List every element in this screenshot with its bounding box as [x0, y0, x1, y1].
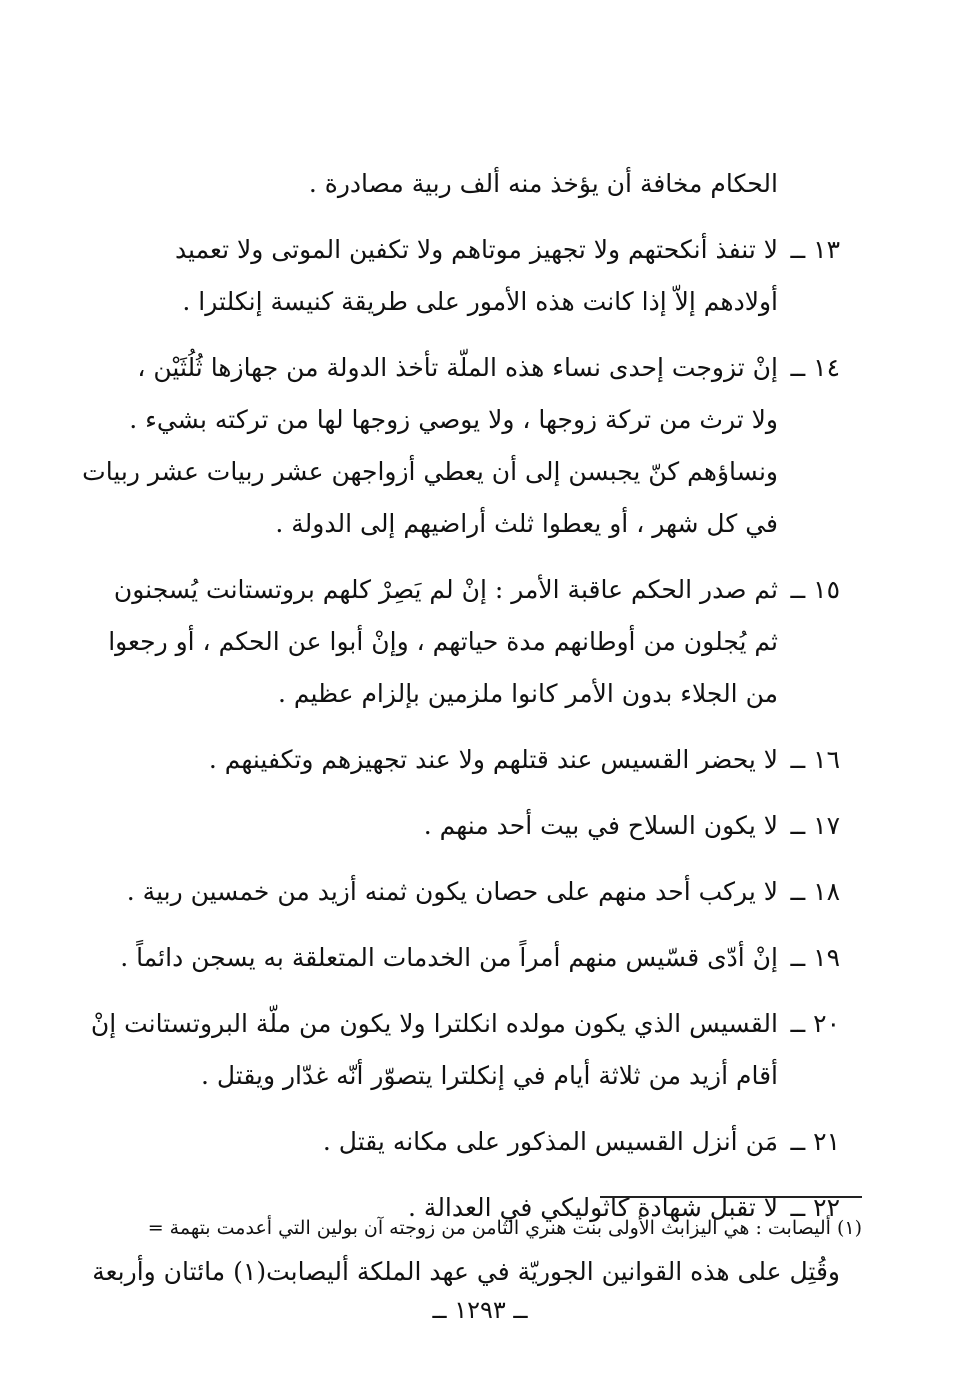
item-text-line: ونساؤهم كنّ يجبسن إلى أن يعطي أزواجهن عشر ربيات عشر ربيات: [82, 457, 778, 486]
item-number: ١٨ ــ: [790, 877, 840, 906]
list-item-17: [130, 800, 840, 852]
list-item-15: [108, 564, 840, 720]
item-text-line: أقام أزيد من ثلاثة أيام في إنكلترا يتصوّر أنّه غدّار ويقتل .: [200, 1061, 778, 1090]
item-text-line: إنْ أدّى قسّيس منهم أمراً من الخدمات المتعلقة به يسجن دائماً .: [120, 943, 778, 972]
item-text-line: إنْ تزوجت إحدى نساء هذه الملّة تأخذ الدولة من جهازها ثُلُثَيْن ،: [137, 353, 778, 382]
item-text-line: أولادهم إلاّ إذا كانت هذه الأمور على طريقة كنيسة إنكلترا .: [182, 287, 778, 316]
list-item-21: [130, 1116, 840, 1168]
main-text: [82, 158, 840, 1298]
footnote-divider: [600, 1196, 862, 1198]
item-text-line: لا يحضر القسيس عند قتلهم ولا عند تجهيزهم وتكفينهم .: [208, 745, 778, 774]
list-item-13: [130, 224, 840, 328]
page-number: ــ ١٢٩٣ ــ: [432, 1296, 528, 1324]
intro-line: الحكام مخافة أن يؤخذ منه ألف ربية مصادرة .: [308, 169, 778, 198]
item-text-line: لا يركب أحد منهم على حصان يكون ثمنه أزيد من خمسين ربية .: [126, 877, 778, 906]
item-number: ١٣ ــ: [790, 235, 840, 264]
item-text-line: لا يكون السلاح في بيت أحد منهم .: [423, 811, 778, 840]
list-item-14: [82, 342, 840, 550]
list-item-16: [130, 734, 840, 786]
item-number: ١٩ ــ: [790, 943, 840, 972]
item-text-line: القسيس الذي يكون مولده انكلترا ولا يكون من ملّة البروتستانت إنْ: [90, 1009, 778, 1038]
item-text-line: من الجلاء بدون الأمر كانوا ملزمين بإلزام عظيم .: [278, 679, 778, 708]
item-number: ٢٢ ــ: [790, 1193, 840, 1222]
item-number: ٢٠ ــ: [790, 1009, 840, 1038]
list-item-19: [120, 932, 840, 984]
item-text-line: لا تنفذ أنكحتهم ولا تجهيز موتاهم ولا تكفين الموتى ولا تعميد: [174, 235, 778, 264]
item-text-line: في كل شهر ، أو يعطوا ثلث أراضيهم إلى الدولة .: [275, 509, 778, 538]
item-number: ١٧ ــ: [790, 811, 840, 840]
list-item-20: [90, 998, 840, 1102]
item-text-line: ثم صدر الحكم عاقبة الأمر : إنْ لم يَصِرْ كلهم بروتستانت يُسجنون: [113, 575, 778, 604]
list-item-18: [126, 866, 840, 918]
footnote: (١) أليصابت : هي اليزابث الأولى بنت هنري الثامن من زوجته آن بولين التي أعدمت بتهمة =: [147, 1217, 862, 1239]
item-number: ١٤ ــ: [790, 353, 840, 382]
final-paragraph-line: وقُتِل على هذه القوانين الجوريّة في عهد الملكة أليصابت(١) مائتان وأربعة: [92, 1257, 840, 1286]
item-text-line: ثم يُجلون من أوطانهم مدة حياتهم ، وإنْ أبوا عن الحكم ، أو رجعوا: [108, 627, 778, 656]
item-text-line: لا تقبل شهادة كاثوليكي في العدالة .: [408, 1193, 778, 1222]
item-number: ٢١ ــ: [790, 1127, 840, 1156]
item-text-line: ولا ترث من تركة زوجها ، ولا يوصي زوجها لها من تركته بشيء .: [129, 405, 778, 434]
item-number: ١٥ ــ: [790, 575, 840, 604]
item-text-line: مَن أنزل القسيس المذكور على مكانه يقتل .: [322, 1127, 778, 1156]
item-number: ١٦ ــ: [790, 745, 840, 774]
